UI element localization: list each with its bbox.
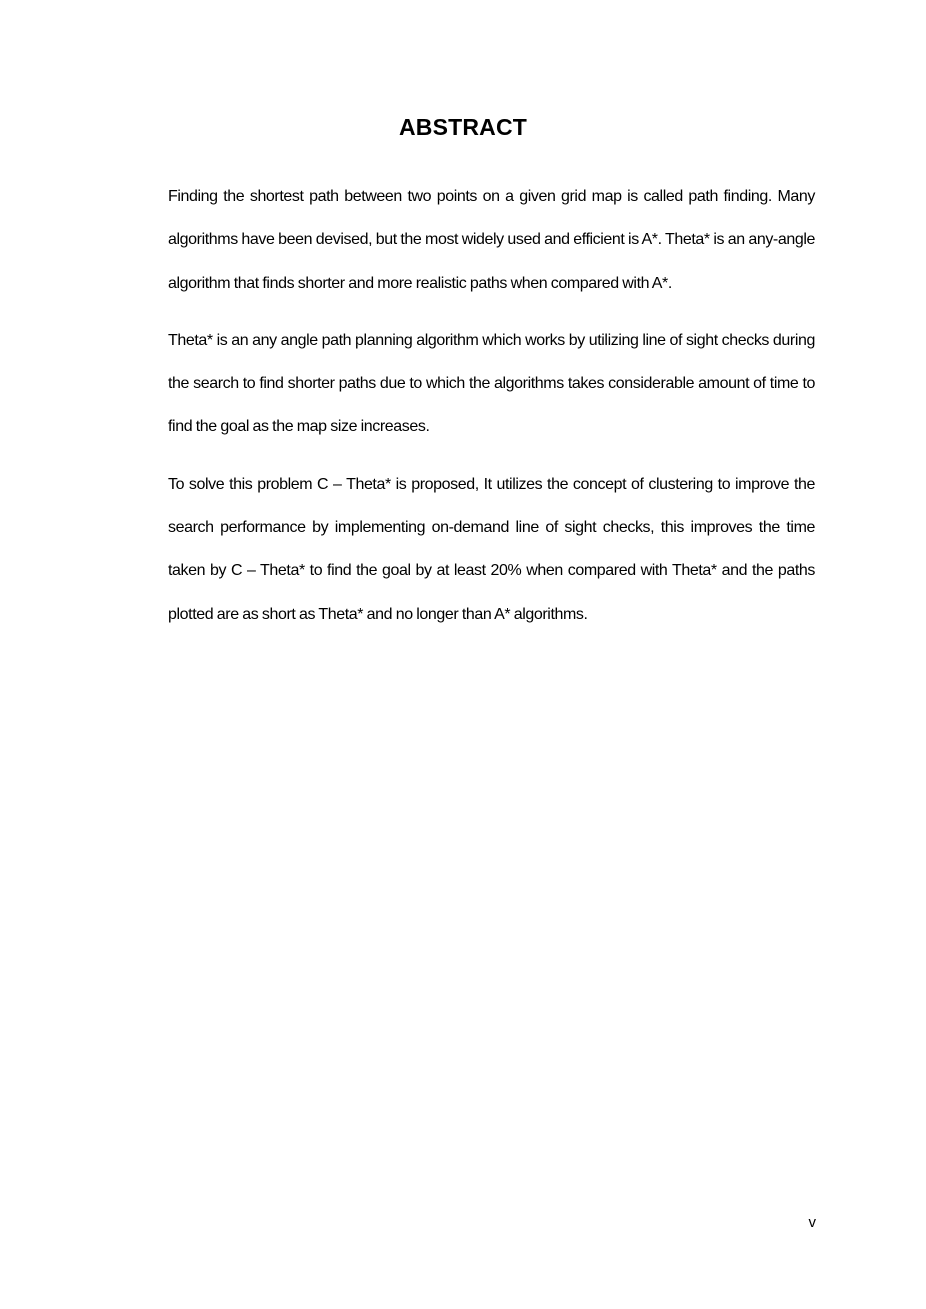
abstract-paragraph-2: Theta* is an any angle path planning algorithm which works by utilizing line of sight checks during the search to find shorter paths due to which the algorithms takes considerable amount of time to find the goal as the map size increases. — [168, 331, 815, 436]
abstract-paragraph-1: Finding the shortest path between two points on a given grid map is called path finding. Many algorithms have been devised, but the most widely used and efficient is A*. Theta* is an any-angle algorithm that finds shorter and more realistic paths when compared with A*. — [168, 188, 815, 292]
page-number: v — [808, 1214, 816, 1231]
abstract-body — [168, 175, 815, 650]
page-title: ABSTRACT — [398, 114, 528, 140]
abstract-paragraph-3: To solve this problem C – Theta* is proposed, It utilizes the concept of clustering to improve the search performance by implementing on-demand line of sight checks, this improves the time taken by C – Theta* to find the goal by at least 20% when compared with Theta* and the paths plotted are as short as Theta* and no longer than A* algorithms. — [168, 475, 815, 623]
